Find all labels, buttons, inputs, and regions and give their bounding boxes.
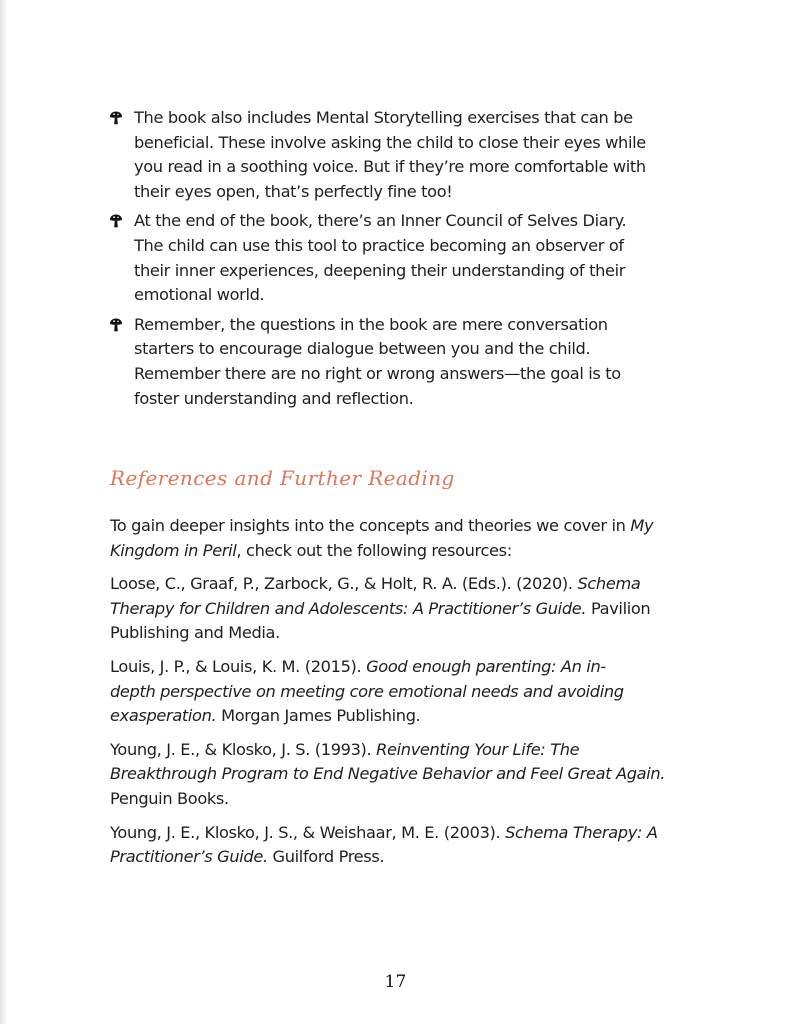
ref-title: Therapy for Children and Adolescents: A Practitioner’s Guide. [110, 598, 587, 618]
tips-bullet-list [109, 106, 689, 416]
ref-publisher: Penguin Books. [110, 788, 229, 808]
ref-publisher: Guilford Press. [267, 847, 385, 867]
bullet-text-line: beneficial. These involve asking the child to close their eyes while [134, 132, 646, 152]
ref-title: Good enough parenting: An in- [366, 656, 606, 676]
reference-entry [110, 738, 700, 812]
ref-title: Schema Therapy: A [505, 822, 658, 842]
reference-entry [110, 572, 700, 646]
ref-authors: Young, J. E., & Klosko, J. S. (1993). [110, 739, 377, 759]
bullet-item-conversation-starters [109, 313, 689, 411]
text-line [110, 621, 700, 646]
text-line [110, 762, 700, 787]
bullet-item-mental-storytelling [109, 106, 689, 204]
ref-title: Reinventing Your Life: The [376, 739, 580, 759]
ref-title: Schema [577, 574, 641, 594]
book-title: Kingdom in Peril [110, 540, 237, 560]
ref-title: depth perspective on meeting core emotional needs and avoiding [110, 681, 624, 701]
bullet-text-line: foster understanding and reflection. [134, 388, 414, 408]
text-line [110, 704, 700, 729]
mushroom-icon [109, 318, 123, 332]
ref-title: exasperation. [110, 706, 217, 726]
reference-entry [110, 655, 700, 729]
text-line [110, 738, 700, 763]
text-line [110, 821, 700, 846]
bullet-text-line: their inner experiences, deepening their understanding of their [134, 260, 626, 280]
page-edge-shadow [0, 0, 8, 1024]
bullet-text-line: At the end of the book, there’s an Inner Council of Selves Diary. [134, 211, 627, 231]
bullet-text-line: Remember there are no right or wrong answers—the goal is to [134, 363, 621, 383]
section-heading: References and Further Reading [110, 466, 455, 490]
text-line [110, 787, 700, 812]
ref-authors: Young, J. E., Klosko, J. S., & Weishaar, M. E. (2003). [110, 822, 506, 842]
references-section [110, 514, 700, 879]
text-line [110, 655, 700, 680]
ref-publisher: Publishing and Media. [110, 623, 280, 643]
bullet-text-line: their eyes open, that’s perfectly fine too! [134, 181, 453, 201]
bullet-text-line: you read in a soothing voice. But if they’re more comfortable with [134, 157, 646, 177]
ref-publisher: Pavilion [586, 598, 651, 618]
text-line [110, 539, 700, 564]
ref-publisher: Morgan James Publishing. [216, 706, 421, 726]
text-line [110, 514, 700, 539]
book-title: My [630, 516, 654, 535]
bullet-text-line: Remember, the questions in the book are mere conversation [134, 314, 608, 334]
text-line [110, 680, 700, 705]
ref-title: Breakthrough Program to End Negative Behavior and Feel Great Again. [110, 764, 666, 784]
intro-text: , check out the following resources: [236, 540, 512, 560]
ref-authors: Loose, C., Graaf, P., Zarbock, G., & Holt, R. A. (Eds.). (2020). [110, 574, 578, 594]
ref-title: Practitioner’s Guide. [110, 847, 268, 867]
text-line [110, 845, 700, 870]
bullet-text-line: emotional world. [134, 285, 265, 305]
bullet-item-inner-council-diary [109, 209, 689, 307]
mushroom-icon [109, 214, 123, 228]
bullet-text-line: The child can use this tool to practice becoming an observer of [134, 235, 624, 255]
bullet-text-line: starters to encourage dialogue between you and the child. [134, 339, 591, 359]
bullet-text-line: The book also includes Mental Storytelling exercises that can be [134, 108, 633, 127]
intro-paragraph [110, 514, 700, 563]
reference-entry [110, 821, 700, 870]
page-number: 17 [384, 972, 407, 992]
text-line [110, 597, 700, 622]
ref-authors: Louis, J. P., & Louis, K. M. (2015). [110, 656, 367, 676]
text-line [110, 572, 700, 597]
mushroom-icon [109, 111, 123, 125]
intro-text: To gain deeper insights into the concepts and theories we cover in [110, 516, 631, 535]
